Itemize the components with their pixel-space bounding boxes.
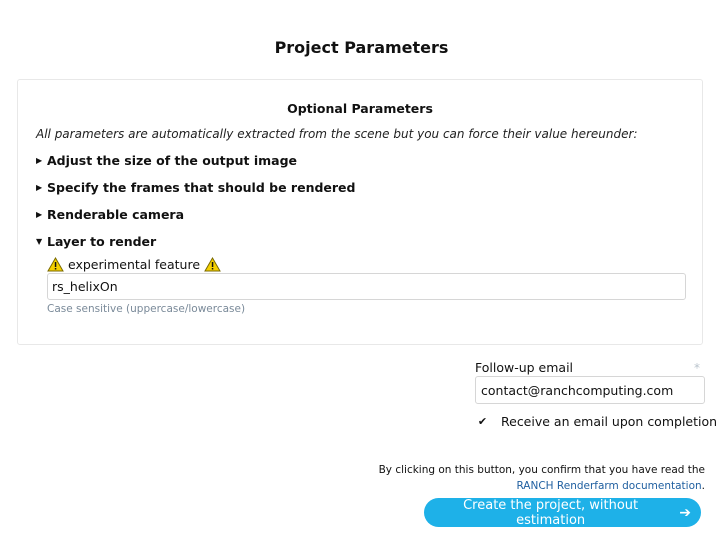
warning-icon (204, 257, 221, 272)
documentation-suffix: . (701, 480, 705, 492)
email-label: Follow-up email (475, 360, 574, 375)
experimental-warning (47, 257, 221, 272)
checkmark-icon[interactable]: ✔ (477, 415, 488, 428)
triangle-down-icon: ▼ (36, 237, 43, 246)
confirm-text: By clicking on this button, you confirm that you have read the (378, 464, 705, 476)
optional-parameters-title: Optional Parameters (287, 101, 433, 116)
triangle-right-icon: ▶ (36, 183, 43, 192)
email-field[interactable] (475, 376, 705, 404)
warning-text: experimental feature (68, 257, 201, 272)
optional-parameters-card (17, 79, 703, 345)
section-label: Layer to render (47, 234, 157, 249)
section-label: Adjust the size of the output image (47, 153, 297, 168)
warning-icon (47, 257, 64, 272)
triangle-right-icon: ▶ (36, 156, 43, 165)
section-label: Specify the frames that should be rendered (47, 180, 356, 195)
arrow-right-icon: ➔ (679, 504, 691, 521)
page-title: Project Parameters (274, 38, 449, 57)
layer-input[interactable] (47, 273, 686, 300)
section-frames[interactable] (36, 180, 355, 195)
parameters-hint: All parameters are automatically extracted from the scene but you can force their value hereunder: (36, 127, 638, 141)
create-project-button[interactable] (424, 498, 701, 527)
triangle-right-icon: ▶ (36, 210, 43, 219)
case-sensitive-hint: Case sensitive (uppercase/lowercase) (47, 303, 246, 315)
section-output-size[interactable] (36, 153, 297, 168)
create-project-label: Create the project, without estimation (463, 497, 639, 528)
section-layer[interactable] (36, 234, 156, 249)
documentation-line (516, 480, 705, 492)
documentation-link[interactable]: RANCH Renderfarm documentation (516, 480, 702, 492)
required-marker: * (694, 361, 700, 375)
checkbox-label: Receive an email upon completion (501, 414, 718, 429)
section-label: Renderable camera (47, 207, 185, 222)
section-camera[interactable] (36, 207, 184, 222)
completion-email-checkbox-row[interactable] (476, 414, 717, 429)
